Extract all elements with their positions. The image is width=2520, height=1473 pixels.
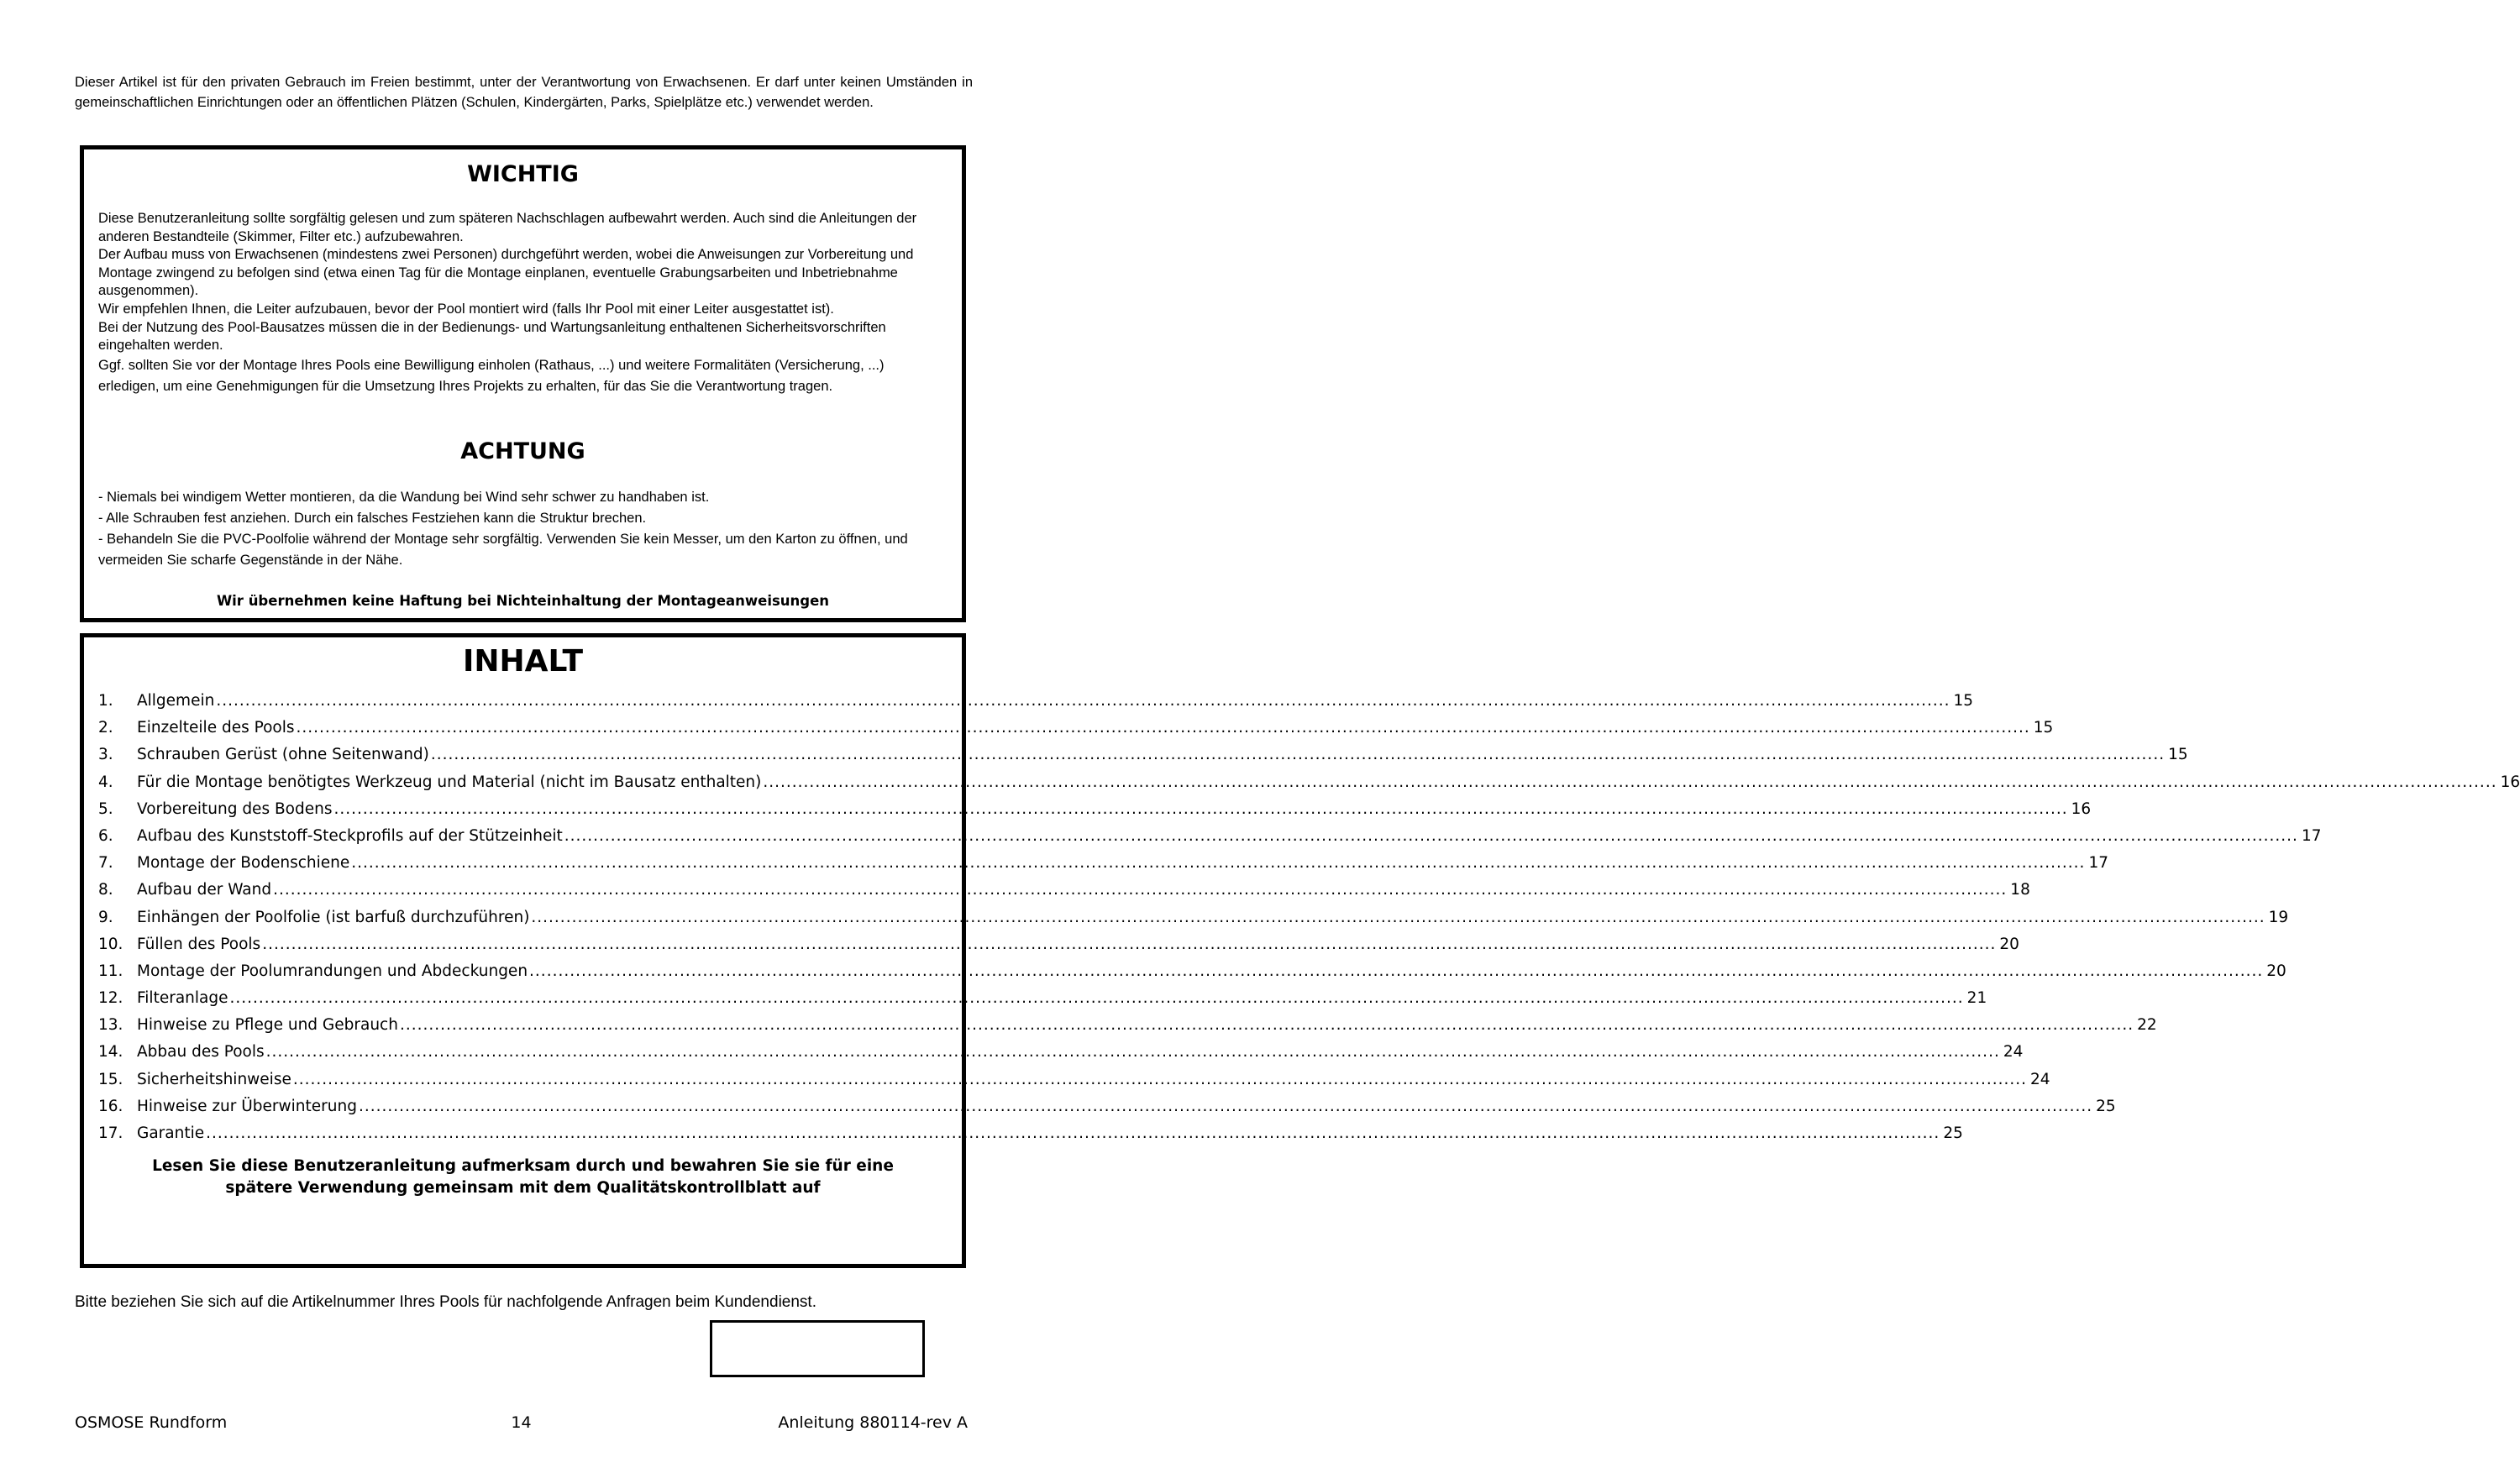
toc-title: Montage der Bodenschiene [137, 854, 350, 873]
wichtig-text [98, 210, 945, 397]
toc-entry [98, 1067, 2050, 1093]
toc-number: 2. [98, 719, 113, 737]
toc-number: 15. [98, 1070, 123, 1088]
toc-title: Einhängen der Poolfolie (ist barfuß durchzuführen) [137, 908, 530, 926]
toc-title: Aufbau des Kunststoff-Steckprofils auf der Stützeinheit [137, 826, 563, 845]
toc-page-number: 20 [1999, 935, 2019, 953]
toc-number: 7. [98, 854, 113, 873]
toc-leader-dots: ............................................................................................................................................................................................................................................................................................................ [296, 719, 2030, 737]
toc-page-number: 22 [2137, 1016, 2157, 1035]
toc-page-number: 15 [2168, 746, 2188, 764]
toc-entry [98, 1093, 2116, 1120]
toc-title: Vorbereitung des Bodens [137, 799, 333, 818]
toc-entry [98, 1039, 2024, 1066]
footer-product: OSMOSE Rundform [75, 1413, 228, 1432]
toc-title: Für die Montage benötigtes Werkzeug und Material (nicht im Bausatz enthalten) [137, 773, 762, 791]
toc-number: 8. [98, 881, 113, 899]
achtung-title: ACHTUNG [460, 438, 585, 464]
toc-leader-dots: ............................................................................................................................................................................................................................................................................................................ [216, 692, 1950, 710]
toc-leader-dots: ............................................................................................................................................................................................................................................................................................................ [358, 1097, 2093, 1115]
article-number-instruction: Bitte beziehen Sie sich auf die Artikelnummer Ihres Pools für nachfolgende Anfragen beim Kundendienst. [75, 1293, 816, 1311]
toc-page-number: 25 [2096, 1097, 2116, 1115]
toc-leader-dots: ............................................................................................................................................................................................................................................................................................................ [531, 908, 2265, 926]
wichtig-line: Wir empfehlen Ihnen, die Leiter aufzubauen, bevor der Pool montiert wird (falls Ihr Pool mit einer Leiter ausgestattet ist). [98, 301, 834, 317]
toc-title: Füllen des Pools [137, 935, 261, 953]
toc-leader-dots: ............................................................................................................................................................................................................................................................................................................ [529, 962, 2264, 980]
toc-page-number: 19 [2268, 908, 2289, 926]
toc-leader-dots: ............................................................................................................................................................................................................................................................................................................ [333, 799, 2068, 818]
toc-title: Aufbau der Wand [137, 881, 272, 899]
toc-title: Garantie [137, 1124, 205, 1142]
toc-number: 14. [98, 1043, 123, 1062]
toc-page-number: 20 [2266, 962, 2286, 980]
toc-entry [98, 931, 2019, 958]
toc-entry [98, 985, 1987, 1012]
toc-leader-dots: ............................................................................................................................................................................................................................................................................................................ [564, 826, 2298, 845]
toc-title: Schrauben Gerüst (ohne Seitenwand) [137, 746, 429, 764]
toc-page-number: 16 [2071, 799, 2092, 818]
toc-number: 12. [98, 989, 123, 1008]
toc-entry [98, 742, 2188, 768]
toc-leader-dots: ............................................................................................................................................................................................................................................................................................................ [265, 1043, 2000, 1062]
toc-title: Einzelteile des Pools [137, 719, 295, 737]
toc-page-number: 17 [2301, 826, 2322, 845]
page-number: 14 [511, 1413, 532, 1432]
toc-leader-dots: ............................................................................................................................................................................................................................................................................................................ [273, 881, 2008, 899]
toc-entry [98, 796, 2092, 823]
intro-text: Dieser Artikel ist für den privaten Gebrauch im Freien bestimmt, unter der Verantwortung von Erwachsenen. Er darf unter keinen Umständen in gemeinschaftlichen Einrichtungen oder an öffentlichen Plätzen (Schulen, Kindergärten, Parks, Spielplätze etc.) verwendet werden. [75, 75, 973, 110]
toc-leader-dots: ............................................................................................................................................................................................................................................................................................................ [262, 935, 1997, 953]
toc-number: 11. [98, 962, 123, 980]
toc-title: Hinweise zu Pflege und Gebrauch [137, 1016, 398, 1035]
toc-page-number: 21 [1966, 989, 1987, 1008]
toc-title: Montage der Poolumrandungen und Abdeckungen [137, 962, 528, 980]
toc-page-number: 24 [2003, 1043, 2024, 1062]
toc-title: Allgemein [137, 692, 215, 710]
toc-number: 13. [98, 1016, 123, 1035]
toc-entry [98, 877, 2030, 904]
wichtig-title: WICHTIG [467, 161, 579, 187]
toc-entry [98, 904, 2289, 931]
toc-page-number: 16 [2500, 773, 2520, 791]
toc-title: Sicherheitshinweise [137, 1070, 291, 1088]
toc-entry [98, 769, 2520, 796]
toc-number: 17. [98, 1124, 123, 1142]
toc-page-number: 25 [1943, 1124, 1963, 1142]
toc-entry [98, 850, 2108, 877]
wichtig-line: Der Aufbau muss von Erwachsenen (mindestens zwei Personen) durchgeführt werden, wobei die Anweisungen zur Vorbereitung und Montage zwingend zu befolgen sind (etwa einen Tag für die Montage einplanen, eventuelle Grabungsarbeiten und Inbetriebnahme ausgenommen). [98, 247, 914, 299]
toc-number: 9. [98, 908, 113, 926]
toc-number: 6. [98, 826, 113, 845]
footer-document-id: Anleitung 880114-rev A [778, 1413, 968, 1432]
toc-title: Filteranlage [137, 989, 228, 1008]
toc-number: 1. [98, 692, 113, 710]
liability-disclaimer: Wir übernehmen keine Haftung bei Nichteinhaltung der Montageanweisungen [216, 593, 830, 609]
inhalt-box [80, 633, 2520, 1268]
toc-entry [98, 823, 2322, 850]
wichtig-box [80, 145, 966, 622]
toc-leader-dots: ............................................................................................................................................................................................................................................................................................................ [763, 773, 2497, 791]
table-of-contents [98, 688, 2520, 1147]
achtung-text [98, 487, 945, 571]
achtung-line: - Alle Schrauben fest anziehen. Durch ein falsches Festziehen kann die Struktur brechen. [98, 511, 647, 526]
toc-number: 4. [98, 773, 113, 791]
wichtig-line: Diese Benutzeranleitung sollte sorgfältig gelesen und zum späteren Nachschlagen aufbewahrt werden. Auch sind die Anleitungen der anderen Bestandteile (Skimmer, Filter etc.) aufzubewahren. [98, 211, 917, 244]
inhalt-note: Lesen Sie diese Benutzeranleitung aufmerksam durch und bewahren Sie sie für eine spätere Verwendung gemeinsam mit dem Qualitätskontrollblatt auf [152, 1157, 894, 1197]
wichtig-line: Ggf. sollten Sie vor der Montage Ihres Pools eine Bewilligung einholen (Rathaus, ...) und weitere Formalitäten (Versicherung, ...) erledigen, um eine Genehmigungen für die Umsetzung Ihres Projekts zu erhalten, für das Sie die Verantwortung tragen. [98, 357, 885, 394]
toc-leader-dots: ............................................................................................................................................................................................................................................................................................................ [206, 1124, 1940, 1142]
toc-entry [98, 958, 2286, 985]
toc-entry [98, 715, 2054, 742]
toc-page-number: 18 [2010, 881, 2030, 899]
toc-page-number: 24 [2030, 1070, 2050, 1088]
achtung-line: - Behandeln Sie die PVC-Poolfolie während der Montage sehr sorgfältig. Verwenden Sie kein Messer, um den Karton zu öffnen, und vermeiden Sie scharfe Gegenstände in der Nähe. [98, 532, 908, 568]
toc-number: 10. [98, 935, 123, 953]
toc-leader-dots: ............................................................................................................................................................................................................................................................................................................ [430, 746, 2166, 764]
toc-leader-dots: ............................................................................................................................................................................................................................................................................................................ [351, 854, 2086, 873]
toc-number: 5. [98, 799, 113, 818]
toc-number: 3. [98, 746, 113, 764]
toc-leader-dots: ............................................................................................................................................................................................................................................................................................................ [292, 1070, 2028, 1088]
article-number-box [710, 1320, 925, 1377]
toc-title: Hinweise zur Überwinterung [137, 1097, 357, 1115]
toc-leader-dots: ............................................................................................................................................................................................................................................................................................................ [229, 989, 1964, 1008]
toc-page-number: 15 [2033, 719, 2054, 737]
achtung-line: - Niemals bei windigem Wetter montieren, da die Wandung bei Wind sehr schwer zu handhaben ist. [98, 490, 710, 505]
toc-page-number: 15 [1953, 692, 1974, 710]
wichtig-line: Bei der Nutzung des Pool-Bausatzes müssen die in der Bedienungs- und Wartungsanleitung enthaltenen Sicherheitsvorschriften eingehalten werden. [98, 319, 886, 354]
toc-entry [98, 1120, 1963, 1147]
toc-title: Abbau des Pools [137, 1043, 265, 1062]
toc-entry [98, 1012, 2157, 1039]
toc-leader-dots: ............................................................................................................................................................................................................................................................................................................ [399, 1016, 2134, 1035]
inhalt-title: INHALT [462, 644, 584, 679]
toc-number: 16. [98, 1097, 123, 1115]
toc-entry [98, 688, 1974, 715]
toc-page-number: 17 [2088, 854, 2108, 873]
